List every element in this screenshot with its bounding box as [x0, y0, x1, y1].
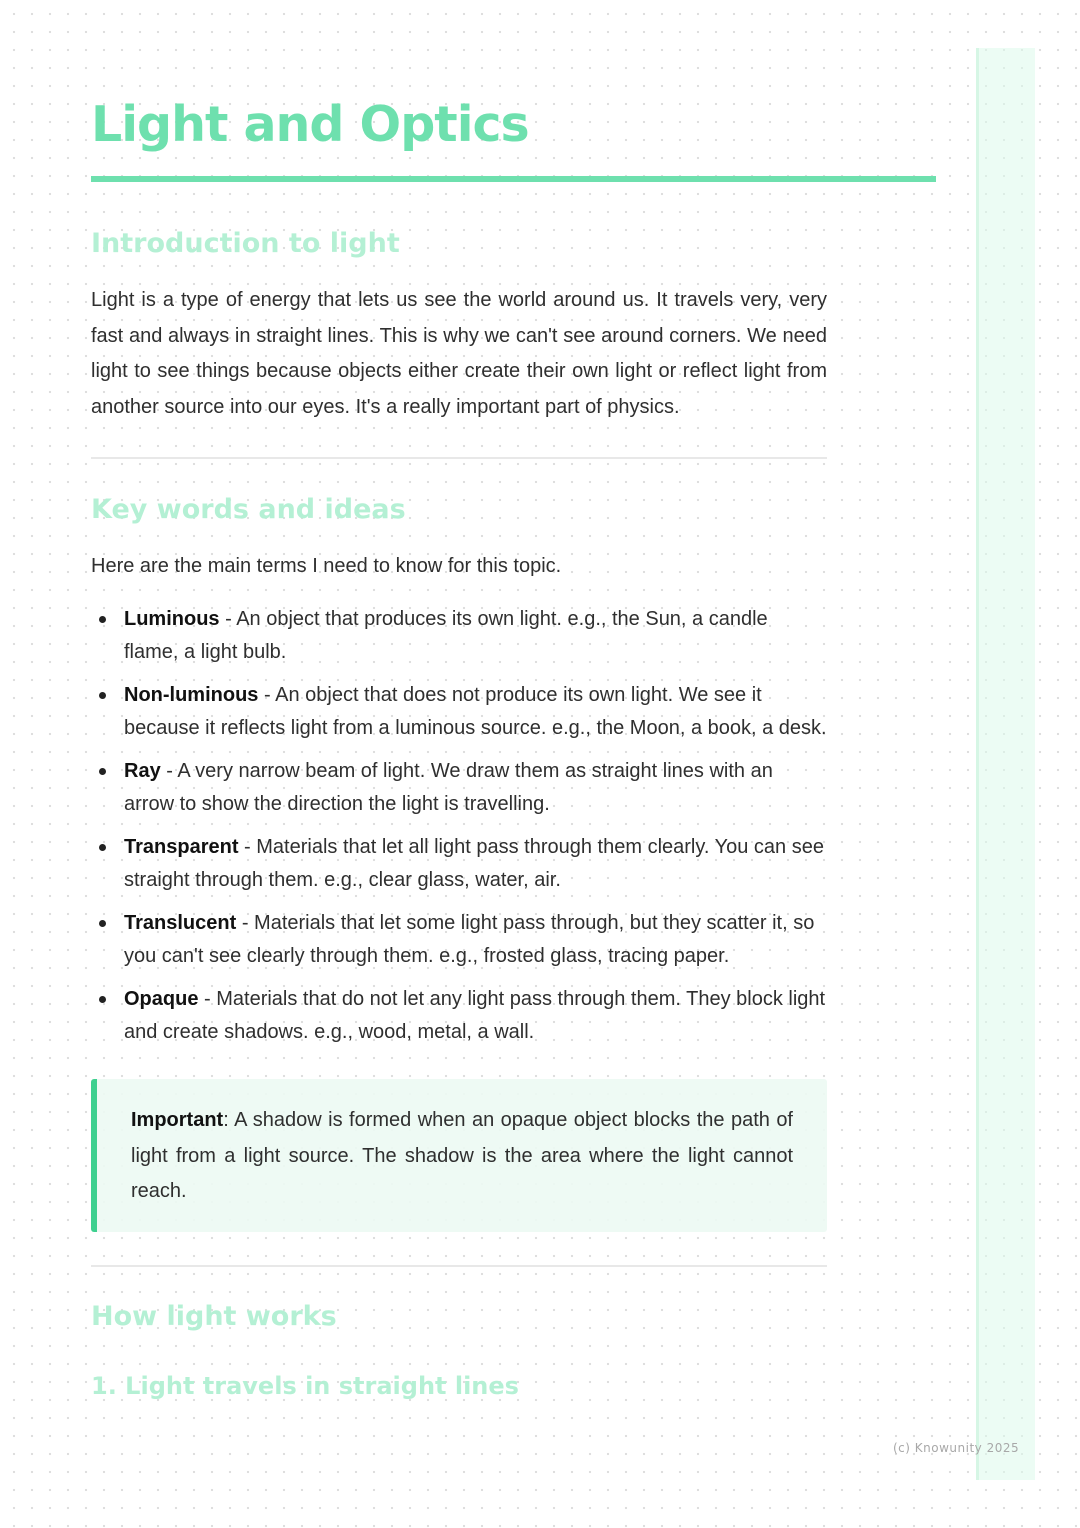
- section-introduction: [91, 228, 936, 425]
- copyright-notice: (c) Knowunity 2025: [893, 1441, 1020, 1455]
- callout-body: : A shadow is formed when an opaque object blocks the path of light from a light source. The shadow is the area where the light cannot reach.: [131, 1109, 793, 1203]
- page-title: Light and Optics: [91, 96, 529, 153]
- list-item: [91, 831, 827, 897]
- list-item: [91, 679, 827, 745]
- callout-label: Important: [131, 1109, 224, 1132]
- bullet-icon: [99, 616, 106, 623]
- section-heading-how-light-works: How light works: [91, 1300, 337, 1332]
- term-name: Luminous: [124, 608, 220, 631]
- bullet-icon: [99, 692, 106, 699]
- key-terms-list: [91, 603, 827, 1049]
- section-divider: [91, 1265, 827, 1267]
- key-words-intro: Here are the main terms I need to know for this topic.: [91, 554, 562, 577]
- bullet-icon: [99, 996, 106, 1003]
- term-definition: - An object that does not produce its own light. We see it because it reflects light from a luminous source. e.g., the Moon, a book, a desk.: [124, 684, 827, 740]
- bullet-icon: [99, 920, 106, 927]
- subsection-heading-straight-lines: 1. Light travels in straight lines: [91, 1372, 519, 1401]
- term-definition: - Materials that do not let any light pass through them. They block light and create shadows. e.g., wood, metal, a wall.: [124, 988, 826, 1044]
- term-name: Translucent: [124, 912, 237, 935]
- callout-text: [131, 1103, 793, 1210]
- term-name: Opaque: [124, 988, 199, 1011]
- section-key-words: [91, 494, 936, 1231]
- intro-paragraph: Light is a type of energy that lets us see the world around us. It travels very, very fast and always in straight lines. This is why we can't see around corners. We need light to see things because objects either create their own light or reflect light from another source into our eyes. It's a really important part of physics.: [91, 289, 827, 418]
- section-heading-introduction: Introduction to light: [91, 228, 400, 259]
- bullet-icon: [99, 844, 106, 851]
- document-page: [91, 92, 936, 1400]
- list-item: [91, 983, 827, 1049]
- term-definition: - An object that produces its own light. e.g., the Sun, a candle flame, a light bulb.: [124, 608, 768, 664]
- bullet-icon: [99, 768, 106, 775]
- important-callout: [91, 1079, 827, 1232]
- list-item: [91, 907, 827, 973]
- section-divider: [91, 457, 827, 459]
- page-margin-band: [976, 48, 1035, 1480]
- term-definition: - Materials that let some light pass through, but they scatter it, so you can't see clearly through them. e.g., frosted glass, tracing paper.: [124, 912, 815, 968]
- title-underline: [91, 176, 936, 182]
- section-how-light-works: [91, 1301, 936, 1400]
- term-definition: - A very narrow beam of light. We draw them as straight lines with an arrow to show the direction the light is travelling.: [124, 760, 773, 816]
- term-name: Transparent: [124, 836, 239, 859]
- section-heading-key-words: Key words and ideas: [91, 494, 406, 526]
- term-name: Ray: [124, 760, 161, 783]
- term-definition: - Materials that let all light pass through them clearly. You can see straight through them. e.g., clear glass, water, air.: [124, 836, 824, 892]
- term-name: Non-luminous: [124, 684, 259, 707]
- list-item: [91, 603, 827, 669]
- list-item: [91, 755, 827, 821]
